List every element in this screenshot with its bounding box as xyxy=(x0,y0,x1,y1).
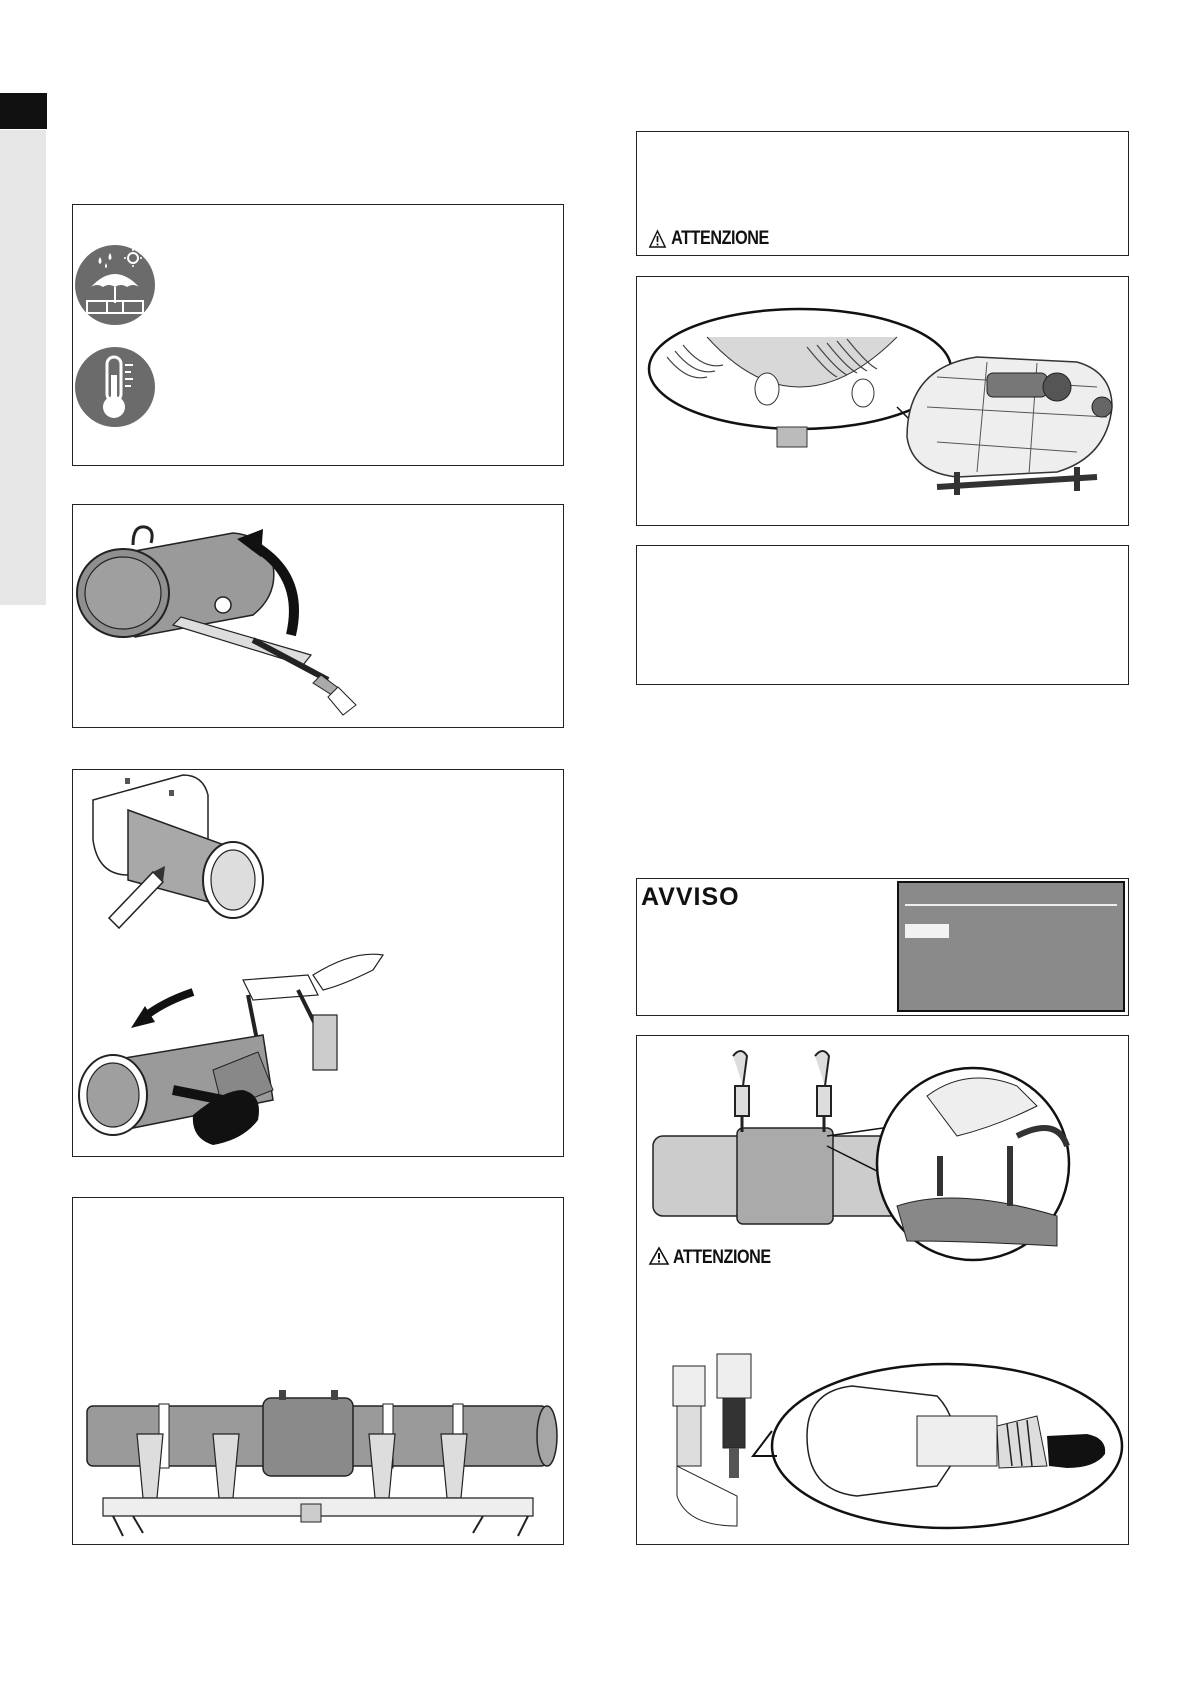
warning-label xyxy=(649,228,769,250)
pipe-marking-illustration xyxy=(73,770,563,1156)
pipe-alignment-illustration xyxy=(73,1198,563,1544)
panel-divider xyxy=(905,904,1117,906)
warning-box-top xyxy=(636,131,1129,256)
chapter-tab xyxy=(0,93,47,129)
notice-box xyxy=(636,878,1129,1016)
environment-box xyxy=(72,204,564,466)
temperature-icon xyxy=(73,345,159,431)
pipe-alignment-illustration-box xyxy=(72,1197,564,1545)
notice-grey-panel xyxy=(897,881,1125,1012)
notice-title: AVVISO xyxy=(641,883,740,911)
pipe-lifting-illustration-box xyxy=(72,504,564,728)
info-box xyxy=(636,545,1129,685)
fitting-detail-illustration-box xyxy=(636,276,1129,526)
pipe-lifting-illustration xyxy=(73,505,563,727)
weather-protection-icon xyxy=(73,243,159,329)
terminal-connection-illustration xyxy=(637,1036,1128,1544)
warning-text-2: ATTENZIONE xyxy=(673,1247,771,1268)
warning-text: ATTENZIONE xyxy=(671,228,769,249)
side-strip xyxy=(0,130,46,605)
warning-triangle-icon xyxy=(649,230,666,248)
panel-highlight-chip xyxy=(905,924,949,938)
warning-label-2 xyxy=(673,1247,771,1269)
fitting-detail-illustration xyxy=(637,277,1128,525)
pipe-marking-illustration-box xyxy=(72,769,564,1157)
terminal-connection-illustration-box xyxy=(636,1035,1129,1545)
warning-triangle-icon-2 xyxy=(650,1248,668,1264)
